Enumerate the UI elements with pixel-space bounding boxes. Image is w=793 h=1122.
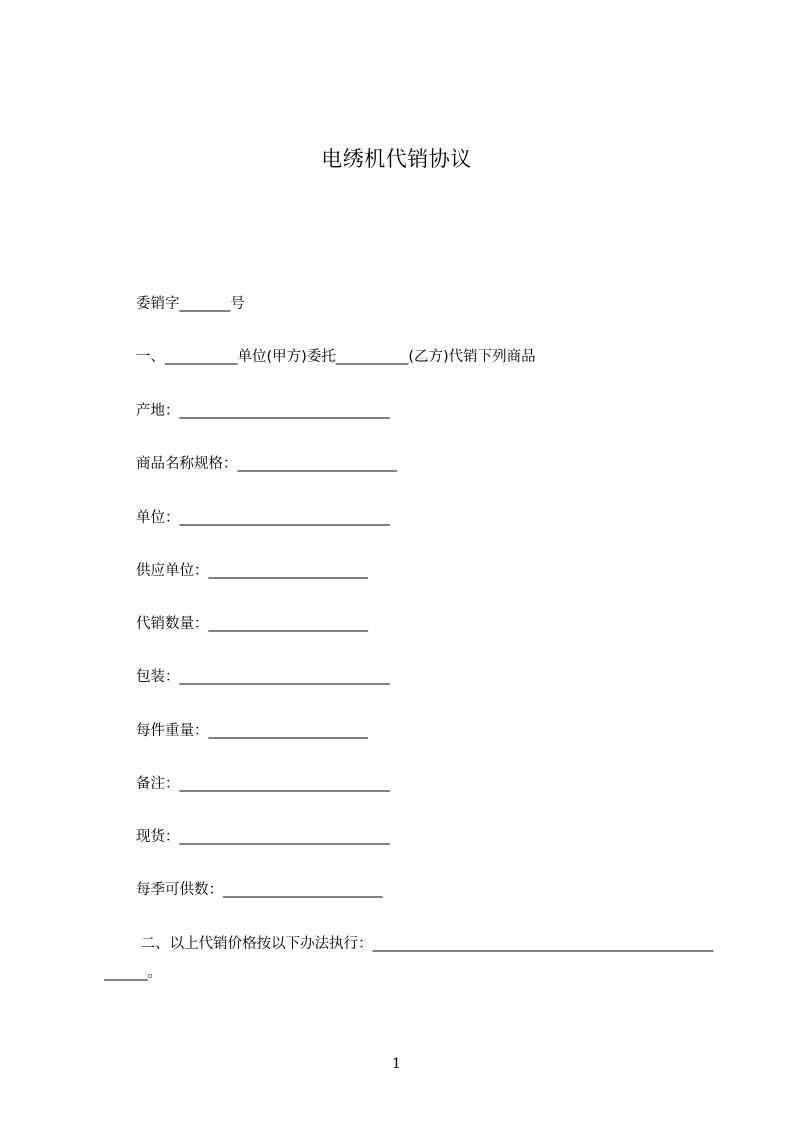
supplier-line: 供应单位：______________________ [136,563,368,579]
document-title: 电绣机代销协议 [321,147,472,171]
unit-line: 单位：_____________________________ [136,510,390,526]
quarterly-supply-line: 每季可供数：______________________ [136,882,383,898]
clause-two-continuation: ______。 [104,965,162,981]
remarks-line: 备注：_____________________________ [136,776,390,792]
consignment-quantity-line: 代销数量：______________________ [136,616,368,632]
product-name-spec-line: 商品名称规格：______________________ [136,456,397,472]
stock-line: 现货：_____________________________ [136,829,390,845]
page-number: 1 [392,1056,401,1072]
weight-per-piece-line: 每件重量：______________________ [136,723,368,739]
clause-two-line: 二、以上代销价格按以下办法执行：_______________________________________________ [136,936,714,952]
origin-line: 产地：_____________________________ [136,403,390,419]
packaging-line: 包装：_____________________________ [136,669,390,685]
clause-one-line: 一、__________单位(甲方)委托__________(乙方)代销下列商品 [136,349,536,365]
contract-number-line: 委销字_______号 [136,296,245,312]
